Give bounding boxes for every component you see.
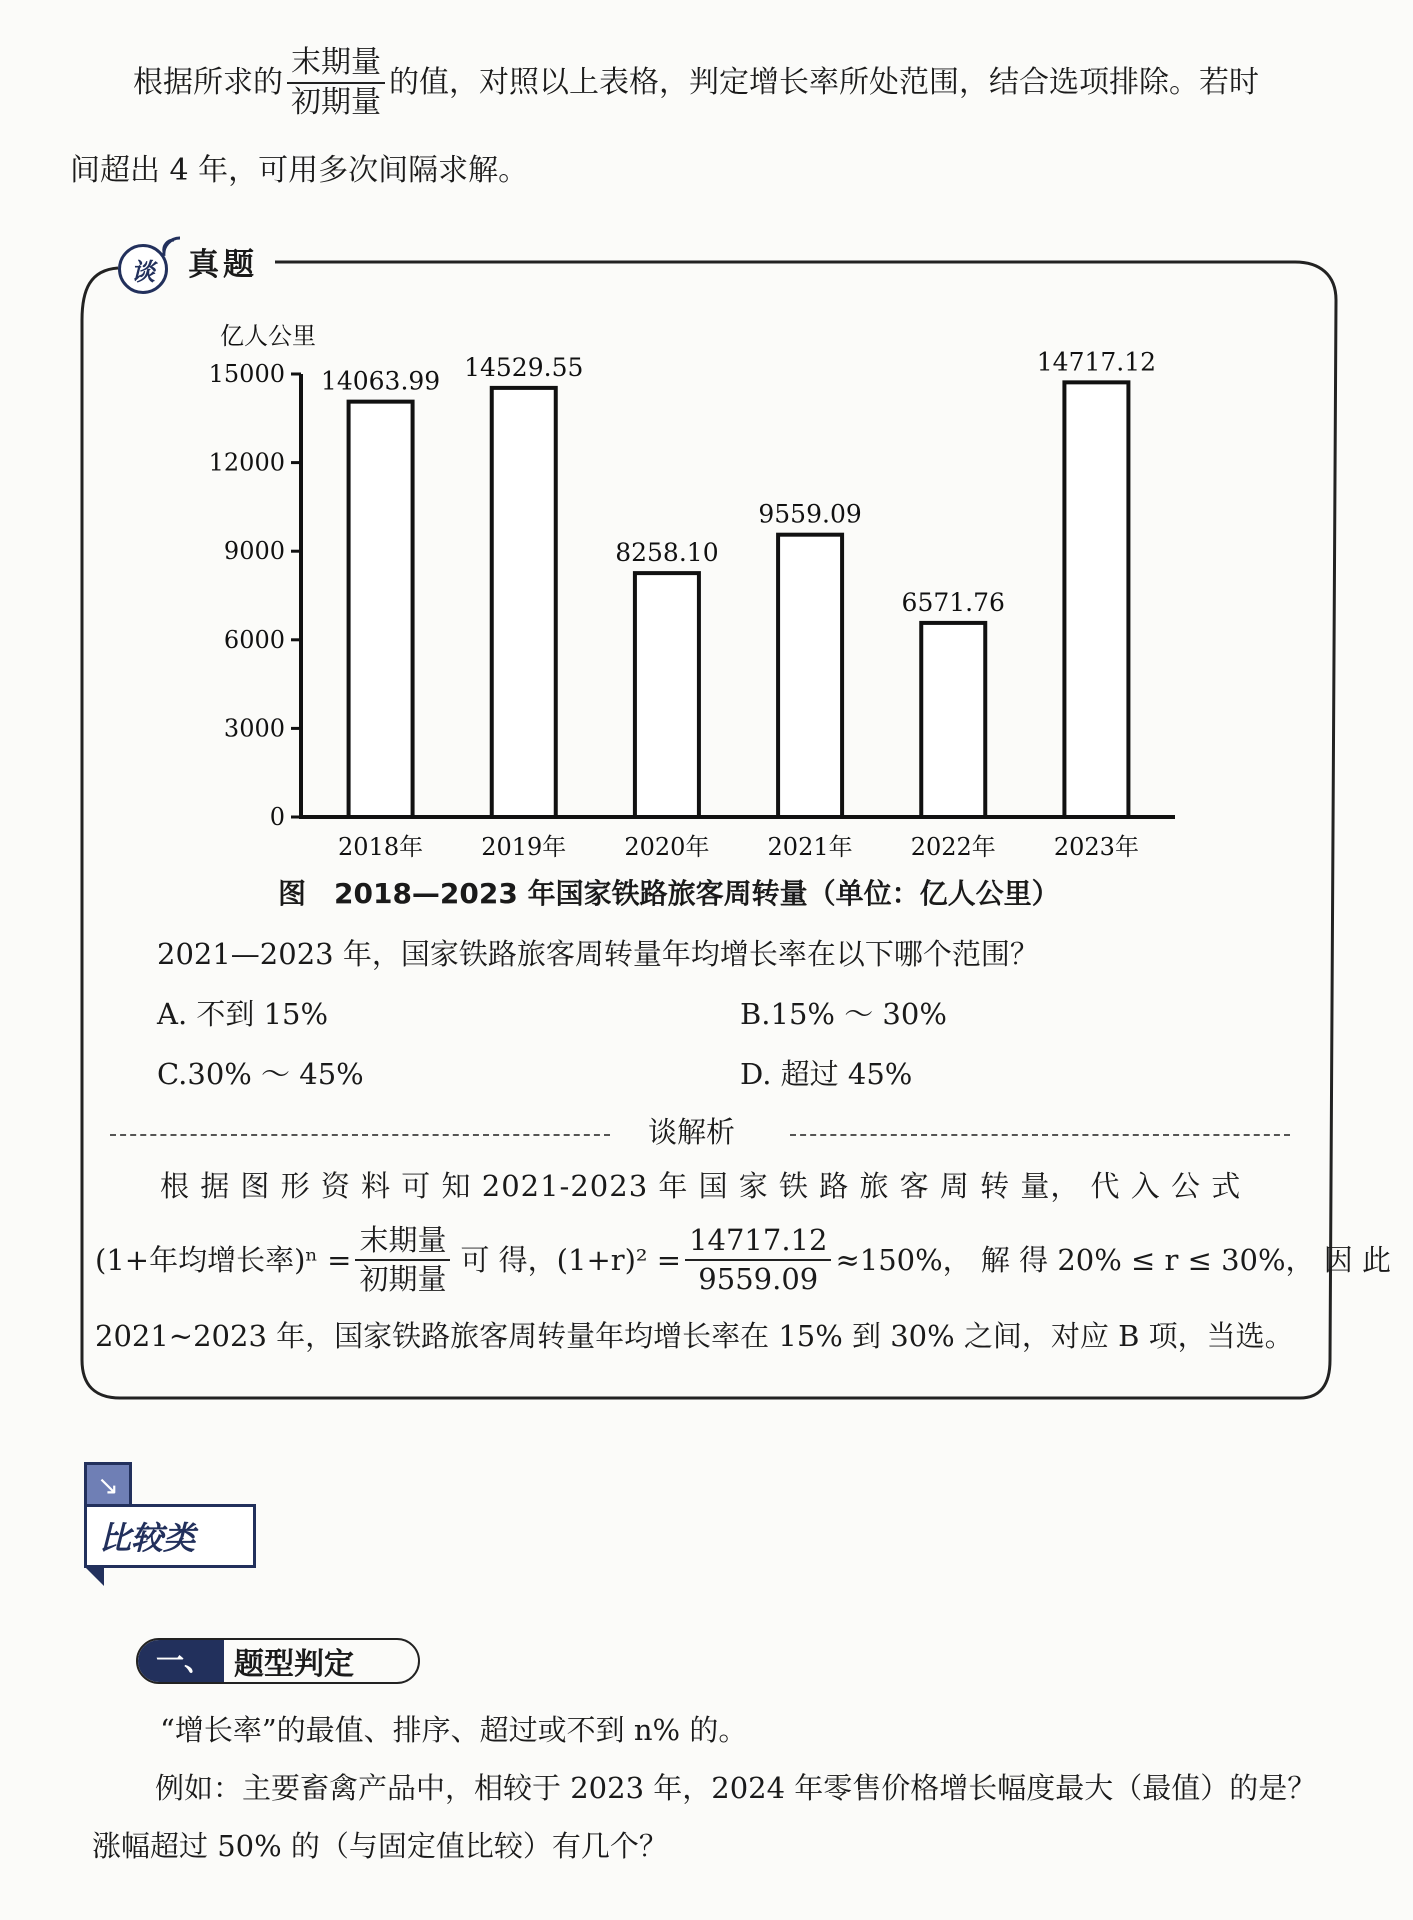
- formula-value-denominator: 9559.09: [698, 1262, 819, 1296]
- bar-value-label: 14529.55: [464, 352, 584, 382]
- x-tick-label: 2023年: [1053, 833, 1139, 861]
- bar-value-label: 9559.09: [758, 499, 862, 529]
- chart-caption: 图 2018—2023 年国家铁路旅客周转量（单位：亿人公里）: [278, 877, 1060, 910]
- bar-2019年: [492, 388, 556, 817]
- intro-text-before: 根据所求的: [133, 65, 283, 100]
- exam-title: 真题: [188, 247, 258, 283]
- option-b: B.15% ～ 30%: [740, 997, 947, 1031]
- x-tick-label: 2018年: [338, 833, 424, 861]
- y-axis-label: 亿人公里: [220, 322, 316, 350]
- bar-2018年: [349, 402, 413, 817]
- bar-value-label: 6571.76: [901, 587, 1005, 617]
- bar-chart: [200, 310, 1200, 870]
- x-tick-label: 2021年: [767, 833, 853, 861]
- y-tick-label: 3000: [223, 714, 285, 743]
- analysis-header: 谈解析: [648, 1115, 736, 1149]
- subheading-pill: [136, 1638, 420, 1684]
- bar-2021年: [778, 535, 842, 817]
- question-stem: 2021—2023 年，国家铁路旅客周转量年均增长率在以下哪个范围？: [157, 937, 1039, 971]
- formula-right: ≈150%， 解 得 20% ≤ r ≤ 30%， 因 此: [835, 1242, 1391, 1277]
- y-tick-label: 9000: [223, 537, 285, 566]
- intro-line2: 间超出 4 年，可用多次间隔求解。: [70, 153, 529, 188]
- bar-2022年: [921, 623, 985, 817]
- y-tick-label: 15000: [208, 360, 285, 388]
- section-badge-tail: [84, 1566, 108, 1590]
- analysis-divider-right: [790, 1134, 1290, 1136]
- intro-text-after: 的值，对照以上表格，判定增长率所处范围，结合选项排除。若时: [389, 65, 1259, 100]
- y-tick-label: 12000: [208, 448, 285, 477]
- y-tick-label: 0: [269, 803, 285, 831]
- analysis-formula-line: [95, 1223, 1391, 1296]
- x-tick-label: 2022年: [910, 833, 996, 861]
- formula-value-numerator: 14717.12: [685, 1226, 831, 1261]
- formula-frac-numerator: 末期量: [355, 1226, 450, 1261]
- bar-value-label: 8258.10: [615, 538, 719, 568]
- formula-value-fraction: [685, 1223, 831, 1296]
- signal-icon: [160, 232, 186, 258]
- section-paragraph-1: “增长率”的最值、排序、超过或不到 n% 的。: [160, 1713, 748, 1747]
- analysis-line3: 2021~2023 年，国家铁路旅客周转量年均增长率在 15% 到 30% 之间，对应 B 项，当选。: [95, 1319, 1294, 1353]
- formula-left: (1+年均增长率)ⁿ =: [95, 1242, 352, 1277]
- formula-fraction: [355, 1223, 450, 1296]
- exam-icon-char: 谈: [131, 257, 155, 286]
- section-paragraph-2: 例如：主要畜禽产品中，相较于 2023 年，2024 年零售价格增长幅度最大（最值）的是？: [155, 1771, 1317, 1805]
- bar-2023年: [1064, 382, 1128, 817]
- formula-middle: 可 得，(1+r)² =: [460, 1242, 682, 1277]
- formula-frac-denominator: 初期量: [359, 1262, 447, 1296]
- intro-frac-numerator: 末期量: [287, 48, 385, 84]
- bar-2020年: [635, 573, 699, 817]
- subheading-number: 一、: [138, 1640, 224, 1682]
- x-tick-label: 2020年: [624, 833, 710, 861]
- analysis-line1: 根 据 图 形 资 料 可 知 2021-2023 年 国 家 铁 路 旅 客 周 转 量， 代 入 公 式: [160, 1169, 1242, 1203]
- section-badge-label: 比较类: [99, 1519, 196, 1557]
- subheading-title: 题型判定: [234, 1647, 355, 1682]
- option-d: D. 超过 45%: [740, 1057, 913, 1091]
- section-badge-icon: ↘: [84, 1462, 132, 1510]
- bar-value-label: 14063.99: [320, 366, 441, 396]
- bar-value-label: 14717.12: [1036, 347, 1157, 377]
- section-badge: [84, 1504, 256, 1568]
- option-a: A. 不到 15%: [157, 997, 329, 1031]
- section-paragraph-3: 涨幅超过 50% 的（与固定值比较）有几个？: [92, 1829, 668, 1863]
- x-tick-label: 2019年: [481, 833, 567, 861]
- option-c: C.30% ～ 45%: [157, 1057, 364, 1091]
- y-tick-label: 6000: [223, 625, 285, 654]
- analysis-divider-left: [110, 1134, 610, 1136]
- intro-frac-denominator: 初期量: [291, 85, 381, 120]
